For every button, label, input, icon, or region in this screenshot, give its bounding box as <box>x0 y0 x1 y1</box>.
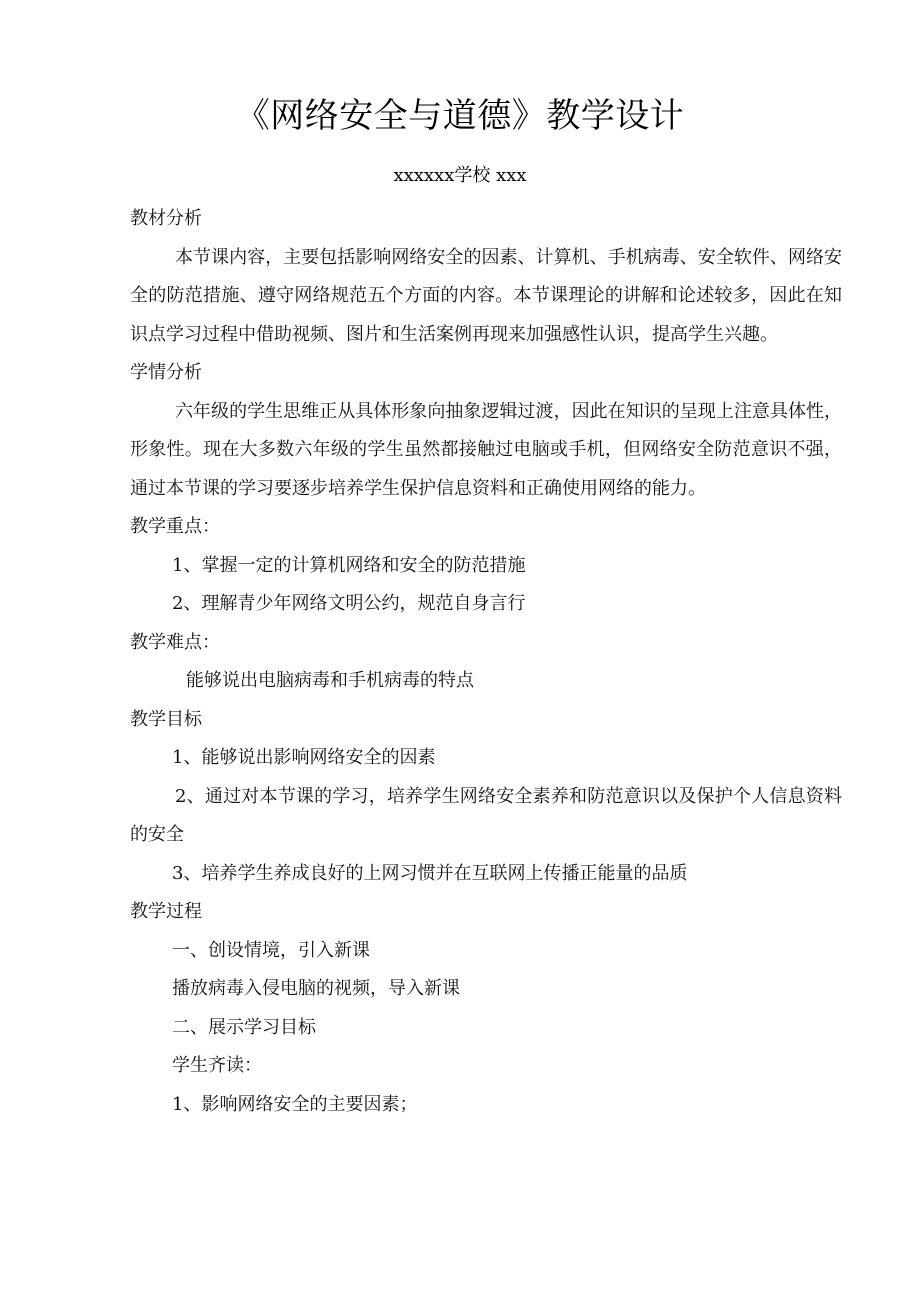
document-body <box>130 200 842 1124</box>
objective-item: 1、能够说出影响网络安全的因素 <box>172 747 436 768</box>
section-heading-students: 学情分析 <box>130 362 202 383</box>
section-heading-materials: 教材分析 <box>130 208 202 229</box>
author-line: xxxxxx学校 xxx <box>393 165 527 186</box>
process-line: 播放病毒入侵电脑的视频，导入新课 <box>172 978 460 999</box>
key-point-item: 1、掌握一定的计算机网络和安全的防范措施 <box>172 554 526 576</box>
process-line: 1、影响网络安全的主要因素； <box>172 1093 418 1115</box>
difficulty-text: 能够说出电脑病毒和手机病毒的特点 <box>186 670 474 691</box>
materials-paragraph: 本节课内容，主要包括影响网络安全的因素、计算机、手机病毒、安全软件、网络安全的防范措施、遵守网络规范五个方面的内容。本节课理论的讲解和论述较多，因此在知识点学习过程中借助视频、图片和生活案例再现来加强感性认识，提高学生兴趣。 <box>130 246 842 345</box>
objective-item: 2、通过对本节课的学习，培养学生网络安全素养和防范意识以及保护个人信息资料的安全 <box>130 785 842 845</box>
document-title: 《网络安全与道德》教学设计 <box>235 96 685 136</box>
section-heading-key-points: 教学重点： <box>130 516 220 537</box>
process-line: 二、展示学习目标 <box>172 1016 316 1038</box>
objective-item: 3、培养学生养成良好的上网习惯并在互联网上传播正能量的品质 <box>172 862 688 884</box>
students-paragraph: 六年级的学生思维正从具体形象向抽象逻辑过渡，因此在知识的呈现上注意具体性，形象性。现在大多数六年级的学生虽然都接触过电脑或手机，但网络安全防范意识不强，通过本节课的学习要逐步培养学生保护信息资料和正确使用网络的能力。 <box>130 400 842 499</box>
section-heading-objectives: 教学目标 <box>130 708 202 730</box>
section-heading-difficulties: 教学难点： <box>130 631 220 653</box>
section-heading-process: 教学过程 <box>130 901 202 922</box>
process-line: 一、创设情境，引入新课 <box>172 939 370 961</box>
key-point-item: 2、理解青少年网络文明公约，规范自身言行 <box>172 593 526 614</box>
process-line: 学生齐读： <box>172 1055 262 1076</box>
